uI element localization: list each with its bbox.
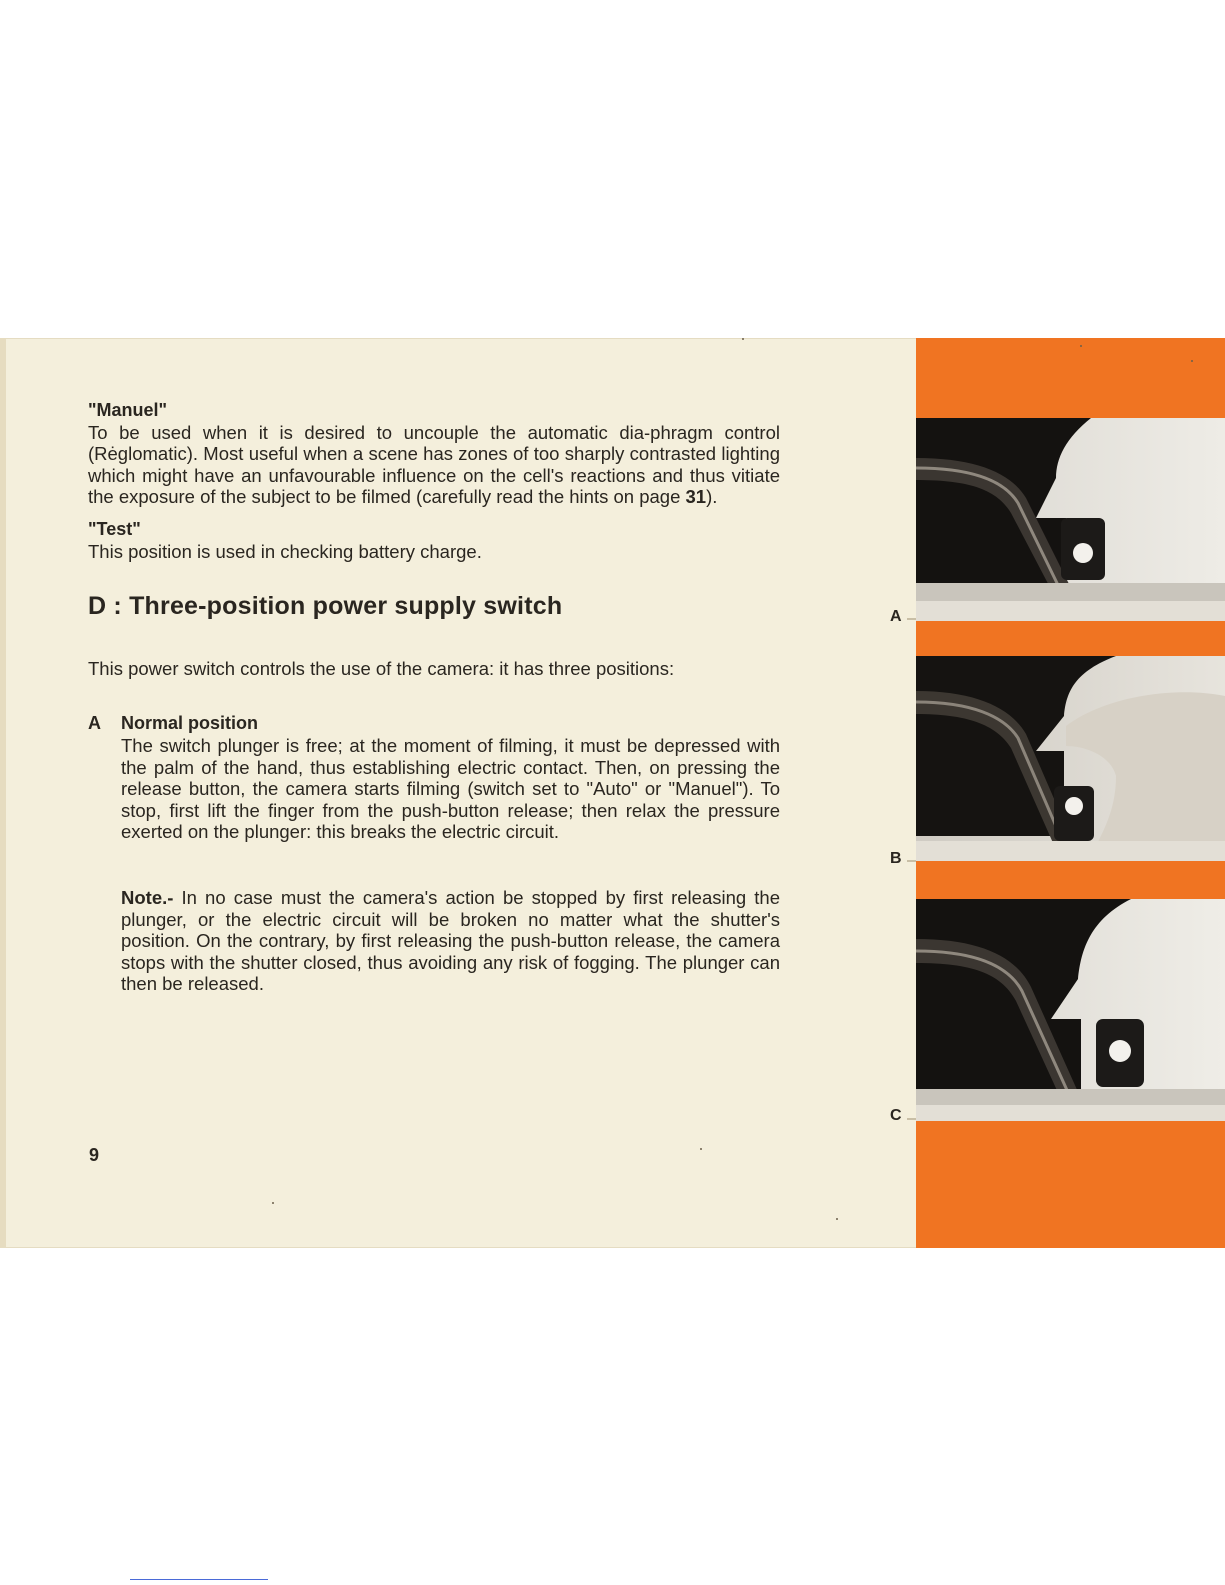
- figure-leader-a: [907, 618, 916, 620]
- figure-leader-c: [907, 1118, 916, 1120]
- paper-speck: [272, 1202, 274, 1204]
- figure-label-c: C: [890, 1107, 902, 1124]
- normal-position-heading: Normal position: [121, 713, 259, 734]
- note-body: In no case must the camera's action be stopped by first releasing the plunger, or the electric circuit will be broken no matter what the shutter's position. On the contrary, by first releasing the push-button release, the camera stops with the shutter closed, thus avoiding any risk of fogging. The plunger can then be released.: [121, 886, 780, 995]
- photo-c-switch-locked: [916, 899, 1225, 1121]
- photo-b-switch-pressed: [916, 656, 1225, 861]
- paper-speck: [836, 1218, 838, 1220]
- test-paragraph: This position is used in checking battery charge.: [88, 540, 482, 562]
- test-heading: "Test": [88, 518, 141, 539]
- photo-a-switch-free: [916, 418, 1225, 621]
- note-paragraph: [121, 887, 780, 995]
- paper-speck: [1191, 360, 1193, 362]
- page-reference: 31: [685, 486, 707, 508]
- paper-speck: [742, 338, 744, 340]
- section-title: D : Three-position power supply switch: [88, 592, 563, 621]
- camera-switch-illustration-b: [916, 656, 1225, 861]
- manual-page: [0, 338, 1225, 1248]
- camera-switch-illustration-a: [916, 418, 1225, 621]
- paper-speck: [700, 1148, 702, 1150]
- text-column: [88, 400, 780, 995]
- normal-position-item: [88, 713, 780, 995]
- figure-leader-b: [907, 860, 916, 862]
- item-letter: A: [88, 713, 101, 734]
- manuel-body: To be used when it is desired to uncouple the automatic dia-phragm control (Rėglomatic). Most useful when a scene has zones of too sharply contrasted lighting which might have an unfavourable influence on the cell's reactions and thus vitiate the exposure of the subject to be filmed (carefully read the hints on page: [88, 421, 780, 508]
- manuel-heading: "Manuel": [88, 400, 168, 420]
- paper-speck: [1080, 345, 1082, 347]
- note-label: Note.-: [121, 886, 174, 908]
- normal-position-body: The switch plunger is free; at the moment of filming, it must be depressed with the palm of the hand, thus establishing electric contact. Then, on pressing the release button, the camera starts filming (switch set to "Auto" or "Manuel"). To stop, first lift the finger from the push-button release; then relax the pressure exerted on the plunger: this breaks the electric circuit.: [121, 734, 780, 843]
- footer-underline: [130, 1579, 268, 1580]
- manuel-paragraph: [88, 422, 780, 508]
- figure-label-a: A: [890, 608, 902, 625]
- camera-switch-illustration-c: [916, 899, 1225, 1121]
- section-intro: This power switch controls the use of the camera: it has three positions:: [88, 657, 675, 679]
- figure-label-b: B: [890, 850, 902, 867]
- page-number: 9: [89, 1145, 100, 1165]
- manuel-body-end: ).: [706, 486, 718, 508]
